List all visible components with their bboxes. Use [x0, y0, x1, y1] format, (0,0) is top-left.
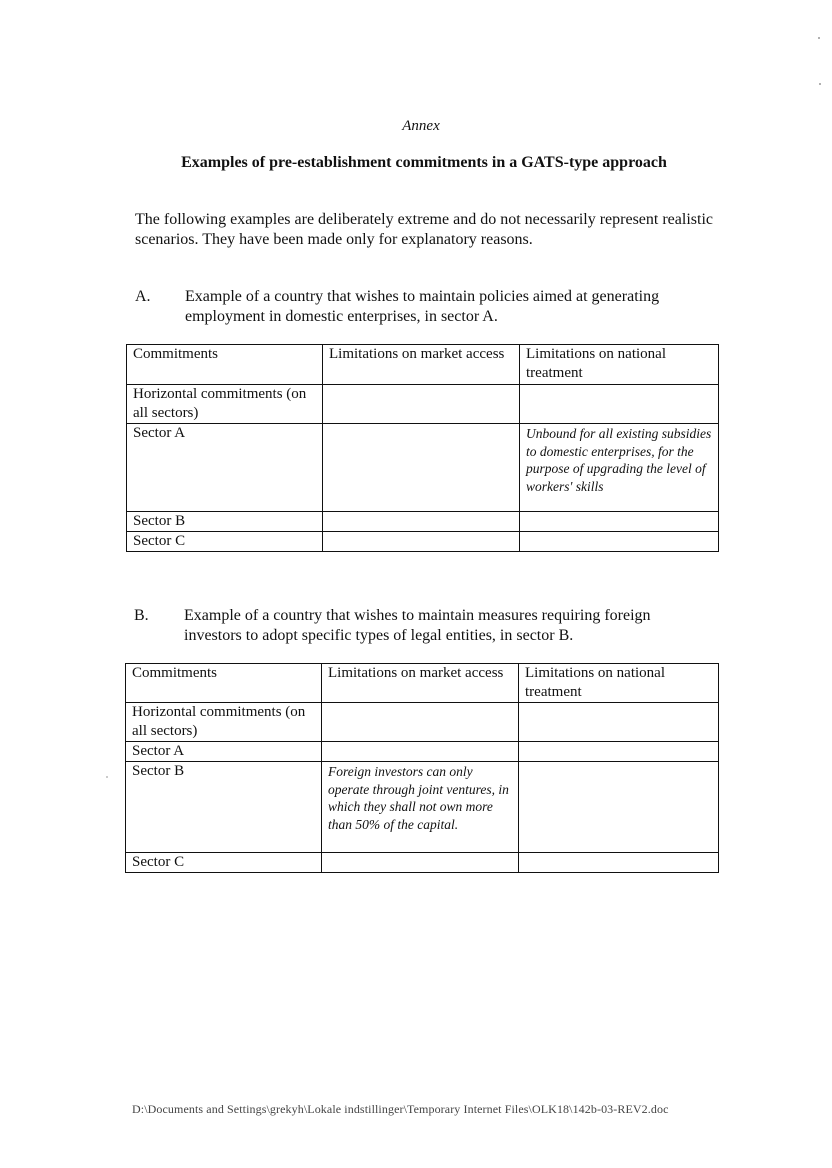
section-a-text: Example of a country that wishes to maintain policies aimed at generating employment in domestic enterprises, in sector A. [185, 288, 660, 325]
section-b-heading [134, 606, 734, 646]
commitments-table-a [126, 344, 719, 552]
cell-market-access [323, 532, 520, 552]
header-national-treatment: Limitations on national treatment [519, 664, 719, 703]
header-commitments: Commitments [127, 345, 323, 385]
row-label: Sector B [126, 762, 322, 853]
section-b-letter: B. [134, 607, 149, 624]
row-label: Sector A [126, 742, 322, 762]
cell-market-access [322, 742, 519, 762]
table-row [126, 703, 719, 742]
cell-market-access [323, 512, 520, 532]
intro-paragraph: The following examples are deliberately extreme and do not necessarily represent realistic scenarios. They have been made only for explanatory reasons. [135, 211, 713, 248]
header-market-access: Limitations on market access [323, 345, 520, 385]
cell-national-treatment [519, 742, 719, 762]
table-row [126, 853, 719, 873]
page-title: Examples of pre-establishment commitments in a GATS-type approach [181, 154, 667, 171]
table-row [127, 385, 719, 424]
cell-market-access [322, 853, 519, 873]
footer-file-path: D:\Documents and Settings\grekyh\Lokale indstillinger\Temporary Internet Files\OLK18\142b-03-REV2.doc [132, 1102, 669, 1116]
row-label: Horizontal commitments (on all sectors) [127, 385, 323, 424]
section-a-heading [135, 287, 735, 327]
scan-speck [818, 37, 820, 39]
cell-national-treatment [520, 385, 719, 424]
cell-national-treatment [519, 703, 719, 742]
scan-speck [106, 776, 108, 778]
header-national-treatment: Limitations on national treatment [520, 345, 719, 385]
row-label: Horizontal commitments (on all sectors) [126, 703, 322, 742]
cell-national-treatment: Unbound for all existing subsidies to domestic enterprises, for the purpose of upgrading the level of workers' skills [520, 424, 719, 512]
commitments-table-b [125, 663, 719, 873]
table-row [127, 424, 719, 512]
section-b-text: Example of a country that wishes to maintain measures requiring foreign investors to adopt specific types of legal entities, in sector B. [184, 607, 651, 644]
table-row [127, 532, 719, 552]
header-market-access: Limitations on market access [322, 664, 519, 703]
scan-speck [819, 83, 821, 85]
row-label: Sector C [126, 853, 322, 873]
row-label: Sector B [127, 512, 323, 532]
section-a-letter: A. [135, 288, 151, 305]
cell-national-treatment [520, 532, 719, 552]
header-commitments: Commitments [126, 664, 322, 703]
cell-national-treatment [519, 762, 719, 853]
annex-label: Annex [402, 118, 440, 134]
table-header-row [126, 664, 719, 703]
cell-market-access [322, 703, 519, 742]
table-row [127, 512, 719, 532]
cell-market-access [323, 424, 520, 512]
table-row [126, 742, 719, 762]
cell-market-access: Foreign investors can only operate through joint ventures, in which they shall not own more than 50% of the capital. [322, 762, 519, 853]
row-label: Sector C [127, 532, 323, 552]
cell-national-treatment [520, 512, 719, 532]
cell-market-access [323, 385, 520, 424]
cell-national-treatment [519, 853, 719, 873]
table-header-row [127, 345, 719, 385]
row-label: Sector A [127, 424, 323, 512]
table-row [126, 762, 719, 853]
